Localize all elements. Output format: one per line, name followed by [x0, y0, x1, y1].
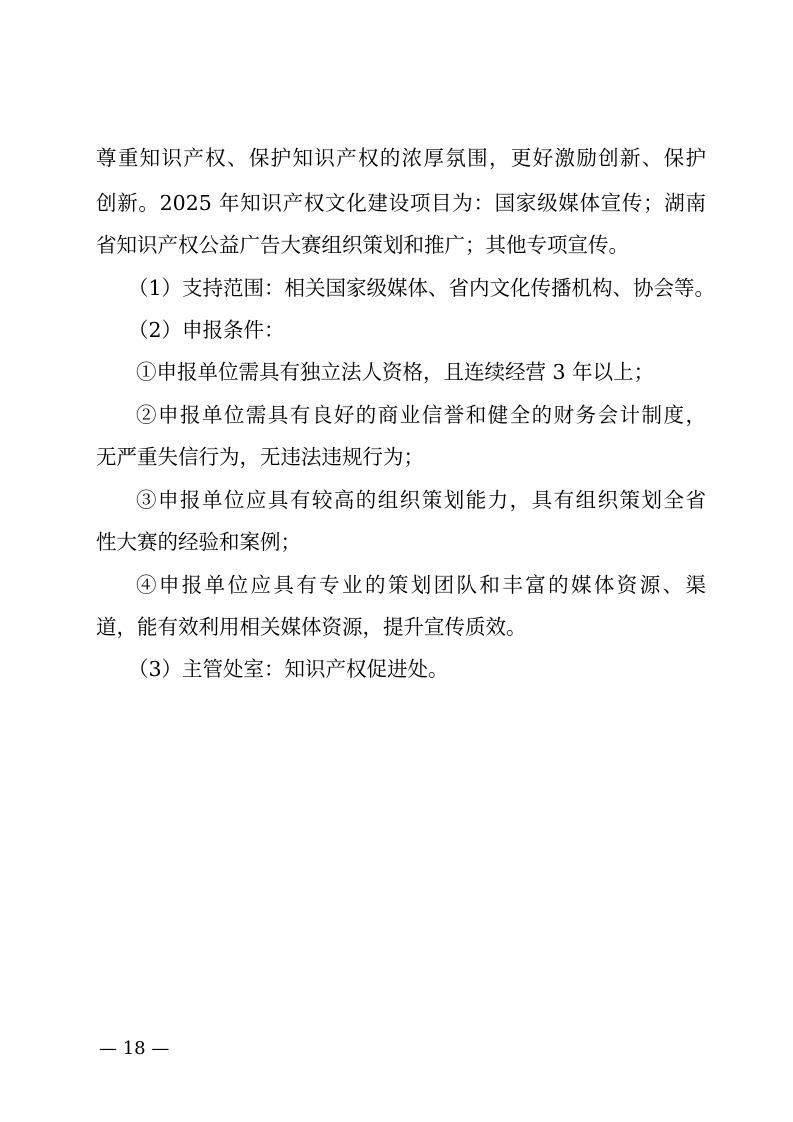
condition-3-line-2: 性大赛的经验和案例；	[96, 530, 301, 554]
condition-4-line-1: ④申报单位应具有专业的策划团队和丰富的媒体资源、渠	[136, 573, 706, 597]
paragraph-line-3: 省知识产权公益广告大赛组织策划和推广；其他专项宣传。	[96, 233, 629, 257]
condition-2-line-1: ②申报单位需具有良好的商业信誉和健全的财务会计制度，	[136, 403, 706, 427]
page-number: — 18 —	[99, 1038, 170, 1059]
condition-3-line-1: ③申报单位应具有较高的组织策划能力，具有组织策划全省	[136, 488, 706, 512]
condition-1-line: ①申报单位需具有独立法人资格，且连续经营 3 年以上；	[136, 360, 655, 384]
competent-department-line: （3）主管处室：知识产权促进处。	[128, 657, 449, 681]
condition-2-line-2: 无严重失信行为，无违法违规行为；	[96, 445, 424, 469]
paragraph-line-2: 创新。2025 年知识产权文化建设项目为：国家级媒体宣传；湖南	[96, 191, 706, 215]
application-conditions-heading: （2）申报条件：	[128, 318, 285, 342]
condition-4-line-2: 道，能有效利用相关媒体资源，提升宣传质效。	[96, 615, 527, 639]
paragraph-line-1: 尊重知识产权、保护知识产权的浓厚氛围，更好激励创新、保护	[96, 146, 706, 170]
support-scope-line: （1）支持范围：相关国家级媒体、省内文化传播机构、协会等。	[128, 276, 716, 300]
